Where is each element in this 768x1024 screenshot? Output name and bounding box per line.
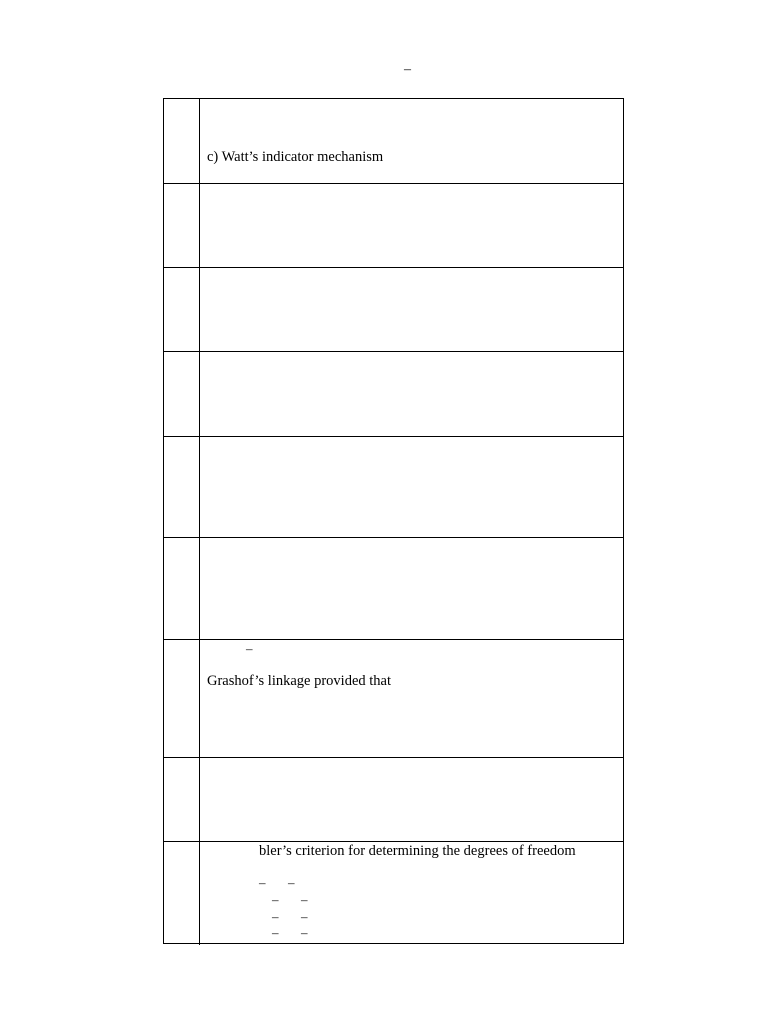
dash-mark: – <box>246 641 253 656</box>
dash-mark: – <box>272 925 279 940</box>
number-cell <box>164 437 200 537</box>
table-row <box>164 538 623 640</box>
row-text: c) Watt’s indicator mechanism <box>207 149 384 165</box>
table-row <box>164 99 623 184</box>
top-dash-mark: – <box>404 62 411 77</box>
dash-mark: – <box>272 892 279 907</box>
table-row <box>164 437 623 538</box>
table-row <box>164 640 623 758</box>
table-row <box>164 758 623 842</box>
number-cell <box>164 842 200 945</box>
table-row <box>164 842 623 945</box>
number-cell <box>164 758 200 841</box>
table-row <box>164 352 623 437</box>
row-text: bler’s criterion for determining the degrees of freedom <box>259 843 576 859</box>
table-row <box>164 184 623 268</box>
dash-mark: – <box>301 892 308 907</box>
number-cell <box>164 99 200 183</box>
number-cell <box>164 268 200 351</box>
table-row <box>164 268 623 352</box>
number-cell <box>164 352 200 436</box>
row-text: Grashof’s linkage provided that <box>207 673 392 689</box>
dash-mark: – <box>301 925 308 940</box>
question-table <box>163 98 624 944</box>
number-cell <box>164 640 200 757</box>
dash-mark: – <box>288 875 295 890</box>
number-cell <box>164 538 200 639</box>
dash-mark: – <box>272 909 279 924</box>
dash-mark: – <box>259 875 266 890</box>
dash-mark: – <box>301 909 308 924</box>
number-cell <box>164 184 200 267</box>
